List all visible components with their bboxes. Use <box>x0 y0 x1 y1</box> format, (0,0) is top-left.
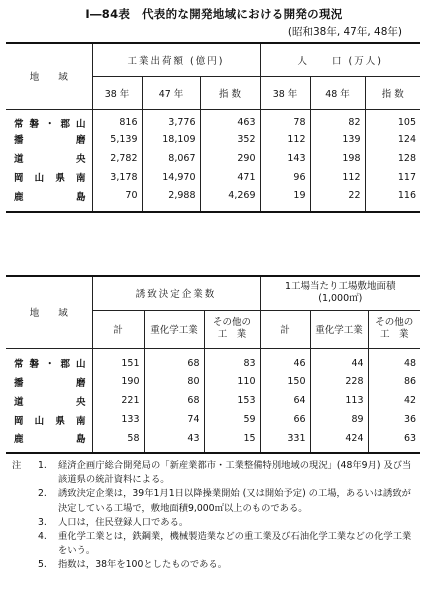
industrial-output-header: 工業出荷額 (億円) <box>92 43 260 76</box>
attracted-companies-header: 誘致決定企業数 <box>92 276 260 310</box>
footnote-text: 指数は，38年を100としたものである。 <box>58 559 228 571</box>
col-output-47: 47 年 <box>142 76 200 109</box>
table-cell: 96 <box>260 168 310 187</box>
footnote-number: 4. <box>38 531 47 543</box>
footnote-item <box>12 530 412 558</box>
table-cell: 89 <box>310 410 368 429</box>
col-output-index: 指 数 <box>200 76 260 109</box>
industrial-output-population-table <box>6 42 420 213</box>
table-cell: 80 <box>144 372 204 391</box>
table-row <box>6 149 420 168</box>
table-row <box>6 372 420 391</box>
site-area-header <box>260 276 420 310</box>
table-cell: 18,109 <box>142 130 200 149</box>
region-name: 岡山県南 <box>14 415 86 427</box>
table-row <box>6 187 420 212</box>
table-cell: 78 <box>260 109 310 130</box>
table-cell: 82 <box>310 109 365 130</box>
table-cell: 58 <box>92 429 144 453</box>
table-row <box>6 348 420 372</box>
table-cell: 116 <box>365 187 420 212</box>
site-area-header-line2: (1,000㎡) <box>318 293 363 305</box>
col-area-total: 計 <box>260 310 310 348</box>
table-cell: 19 <box>260 187 310 212</box>
table-title: I―84表 代表的な開発地域における開発の現況 <box>85 7 343 21</box>
table-cell: 44 <box>310 348 368 372</box>
col-other-line2: 工 業 <box>217 329 247 340</box>
footnote-lead: 注 <box>12 460 22 471</box>
table-cell: 15 <box>204 429 260 453</box>
table-cell: 4,269 <box>200 187 260 212</box>
table-cell: 151 <box>92 348 144 372</box>
table-cell: 36 <box>368 410 420 429</box>
table-subtitle: (昭和38年, 47年, 48年) <box>287 26 402 38</box>
table-cell: 8,067 <box>142 149 200 168</box>
region-name: 道央 <box>14 396 86 408</box>
col-population-index: 指 数 <box>365 76 420 109</box>
factory-attraction-table <box>6 275 420 454</box>
table-cell: 816 <box>92 109 142 130</box>
footnote-number: 1. <box>38 460 47 471</box>
table-cell: 331 <box>260 429 310 453</box>
table-cell: 190 <box>92 372 144 391</box>
table-cell: 110 <box>204 372 260 391</box>
footnote-number: 3. <box>38 516 47 528</box>
table-cell: 290 <box>200 149 260 168</box>
table-cell: 70 <box>92 187 142 212</box>
table-cell: 198 <box>310 149 365 168</box>
region-name: 常磐・郡山 <box>14 118 86 130</box>
table-cell: 143 <box>260 149 310 168</box>
region-header: 地 域 <box>6 43 92 109</box>
table-cell: 153 <box>204 391 260 410</box>
table-row <box>6 410 420 429</box>
table-cell: 352 <box>200 130 260 149</box>
table-cell: 68 <box>144 348 204 372</box>
table-cell: 3,776 <box>142 109 200 130</box>
table-cell: 86 <box>368 372 420 391</box>
site-area-header-line1: 1工場当たり工場敷地面積 <box>285 281 396 293</box>
footnote-item <box>12 487 412 515</box>
table-cell: 424 <box>310 429 368 453</box>
table-cell: 2,782 <box>92 149 142 168</box>
footnote-text: 誘致決定企業は，39年1月1日以降操業開始 (又は開始予定) の工場，あるいは誘致が決定している工場で，敷地面積9,000㎡以上のものである。 <box>58 488 411 514</box>
table-cell: 14,970 <box>142 168 200 187</box>
table-cell: 68 <box>144 391 204 410</box>
footnote-item <box>12 459 412 487</box>
region-name: 常磐・郡山 <box>14 359 86 371</box>
footnote-number: 5. <box>38 559 47 571</box>
table-cell: 42 <box>368 391 420 410</box>
region-name: 播磨 <box>14 377 86 389</box>
footnote-item <box>12 558 412 572</box>
col-companies-other <box>204 310 260 348</box>
footnote-text: 人口は，住民登録人口である。 <box>58 516 189 528</box>
table-cell: 128 <box>365 149 420 168</box>
footnote-item <box>12 516 412 530</box>
table-cell: 43 <box>144 429 204 453</box>
table-cell: 22 <box>310 187 365 212</box>
footnote-text: 重化学工業とは，鉄鋼業，機械製造業などの重工業及び石油化学工業などの化学工業をいう。 <box>58 531 412 557</box>
region-name: 鹿島 <box>6 187 92 212</box>
col-population-48: 48 年 <box>310 76 365 109</box>
table-cell: 105 <box>365 109 420 130</box>
table-cell: 48 <box>368 348 420 372</box>
table-cell: 46 <box>260 348 310 372</box>
footnote-number: 2. <box>38 488 47 500</box>
table-cell: 471 <box>200 168 260 187</box>
table-cell: 463 <box>200 109 260 130</box>
table-cell: 59 <box>204 410 260 429</box>
table-cell: 66 <box>260 410 310 429</box>
col-other-line2: 工 業 <box>380 329 409 340</box>
table-cell: 133 <box>92 410 144 429</box>
col-area-other <box>368 310 420 348</box>
population-header: 人 口 (万人) <box>260 43 420 76</box>
table-cell: 139 <box>310 130 365 149</box>
table-cell: 112 <box>260 130 310 149</box>
table-cell: 83 <box>204 348 260 372</box>
footnote-text: 経済企画庁総合開発局の「新産業都市・工業整備特別地域の現況」(48年9月) 及び当該道県の統計資料による。 <box>58 460 412 486</box>
footnotes <box>12 459 412 573</box>
col-area-heavy: 重化学工業 <box>310 310 368 348</box>
table-cell: 221 <box>92 391 144 410</box>
region-name: 播磨 <box>14 135 86 146</box>
table-row <box>6 391 420 410</box>
table-row <box>6 130 420 149</box>
table-cell: 112 <box>310 168 365 187</box>
col-population-38: 38 年 <box>260 76 310 109</box>
col-companies-heavy: 重化学工業 <box>144 310 204 348</box>
col-companies-total: 計 <box>92 310 144 348</box>
table-cell: 228 <box>310 372 368 391</box>
table-cell: 5,139 <box>92 130 142 149</box>
col-other-line1: その他の <box>375 317 414 328</box>
region-name: 道央 <box>14 154 86 165</box>
table-cell: 113 <box>310 391 368 410</box>
region-header: 地 域 <box>6 276 92 348</box>
table-row <box>6 429 420 453</box>
table-cell: 124 <box>365 130 420 149</box>
region-name: 岡山県南 <box>14 173 86 184</box>
table-cell: 3,178 <box>92 168 142 187</box>
table-cell: 64 <box>260 391 310 410</box>
table-row <box>6 109 420 130</box>
region-name: 鹿島 <box>6 429 92 453</box>
table-cell: 150 <box>260 372 310 391</box>
table-cell: 74 <box>144 410 204 429</box>
col-output-38: 38 年 <box>92 76 142 109</box>
table-cell: 63 <box>368 429 420 453</box>
table-cell: 2,988 <box>142 187 200 212</box>
table-row <box>6 168 420 187</box>
table-cell: 117 <box>365 168 420 187</box>
col-other-line1: その他の <box>213 317 252 328</box>
